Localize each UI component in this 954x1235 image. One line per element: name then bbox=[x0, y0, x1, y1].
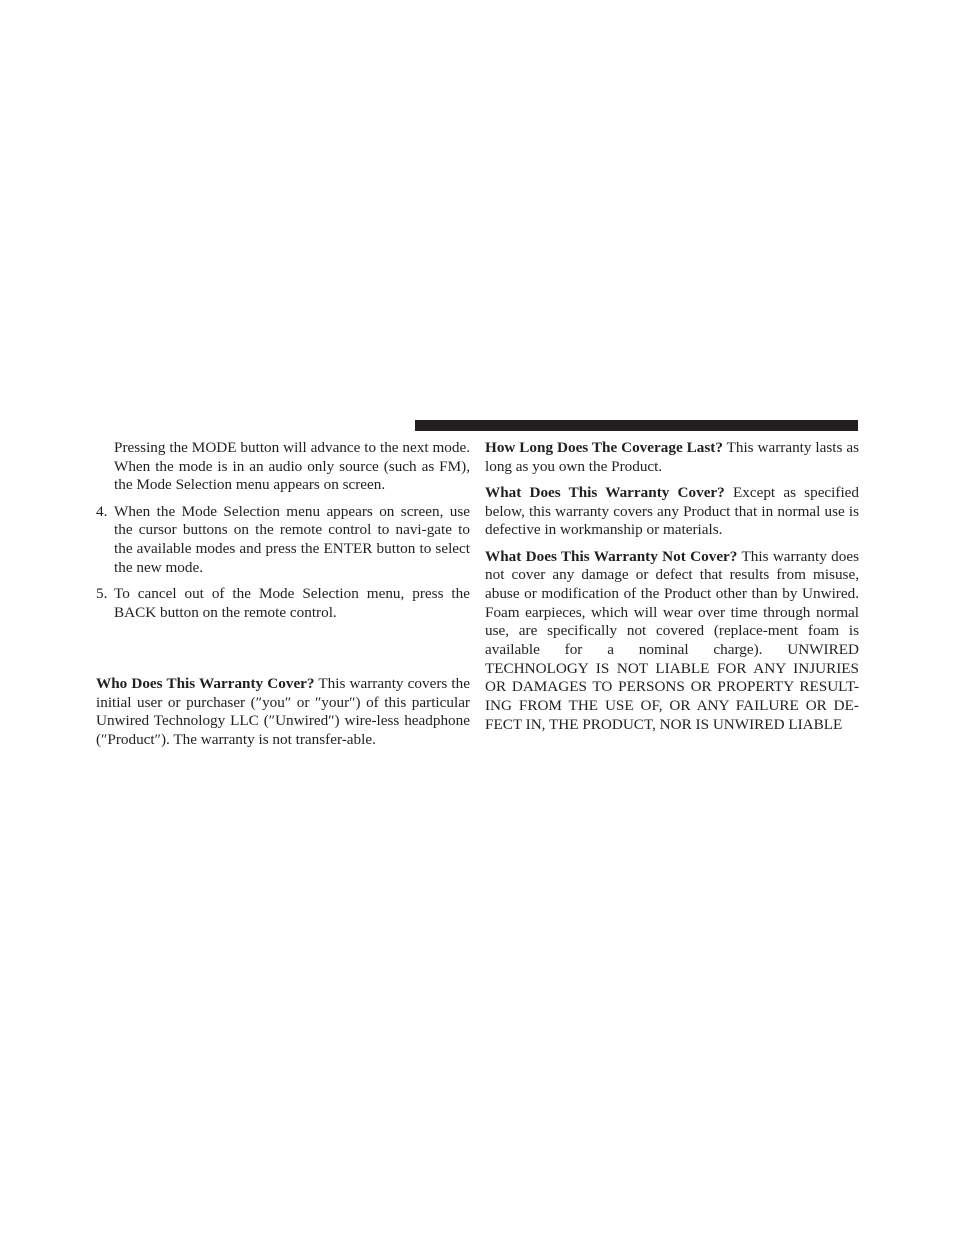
who-covers-paragraph bbox=[96, 675, 470, 750]
what-not-cover-body: This warranty does not cover any damage or defect that results from misuse, abuse or modification of the Product other than by Unwired. Foam earpieces, which will wear over time through normal use, are specifically not covered (replace-ment foam is available for a nominal charge). UNWIRED TECHNOLOGY IS NOT LIABLE FOR ANY INJURIES OR DAMAGES TO PERSONS OR PROPERTY RESULT-ING FROM THE USE OF, OR ANY FAILURE OR DE-FECT IN, THE PRODUCT, NOR IS UNWIRED LIABLE bbox=[485, 547, 860, 733]
who-covers-body: This warranty covers the initial user or purchaser (″you″ or ″your″) of this particular Unwired Technology LLC (″Unwired″) wire-less headphone (″Product″). The warranty is not transfer-able. bbox=[96, 674, 470, 748]
section-header-bar bbox=[415, 420, 858, 431]
left-column bbox=[96, 439, 470, 757]
right-column bbox=[485, 439, 859, 742]
what-not-cover-heading: What Does This Warranty Not Cover? bbox=[485, 547, 738, 565]
section-spacer bbox=[96, 630, 470, 675]
list-number: 4. bbox=[96, 502, 108, 520]
what-covers-heading: What Does This Warranty Cover? bbox=[485, 483, 725, 501]
how-long-body: This warranty lasts as long as you own the Product. bbox=[485, 439, 860, 475]
mode-button-paragraph: Pressing the MODE button will advance to the next mode. When the mode is in an audio only source (such as FM), the Mode Selection menu appears on screen. bbox=[114, 439, 470, 494]
how-long-heading: How Long Does The Coverage Last? bbox=[485, 439, 723, 456]
list-item-5 bbox=[96, 585, 470, 622]
who-covers-heading: Who Does This Warranty Cover? bbox=[96, 674, 315, 692]
what-not-cover-paragraph bbox=[485, 548, 859, 735]
list-number: 5. bbox=[96, 584, 108, 602]
list-item-text: When the Mode Selection menu appears on screen, use the cursor buttons on the remote control to navi-gate to the available modes and press the ENTER button to select the new mode. bbox=[114, 502, 470, 576]
what-covers-paragraph bbox=[485, 484, 859, 540]
what-covers-body: Except as specified below, this warranty covers any Product that in normal use is defective in workmanship or materials. bbox=[485, 483, 860, 539]
list-item-4 bbox=[96, 503, 470, 578]
how-long-paragraph bbox=[485, 439, 859, 476]
list-item-text: To cancel out of the Mode Selection menu, press the BACK button on the remote control. bbox=[114, 584, 470, 621]
